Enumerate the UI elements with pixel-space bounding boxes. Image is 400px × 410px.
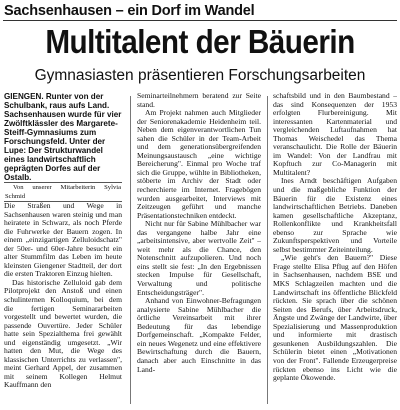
body-paragraph: schaftsbild und in den Baumbestand – das sind Konsequenzen der 1953 erfolgten Flurbereinigung. Mit interessanten Kartenmaterial und vergleichenden Luftaufnahmen hat Thomas Weischedel das Thema veranschaulicht. Die Rolle der Bäuerin im Wandel: Von der Landfrau mit Kopftuch zur Co-Managerin mit Multitalent? (273, 92, 397, 177)
article-column-2 (137, 92, 261, 408)
body-paragraph: Das historische Zelluloid gab dem Pilotprojekt den Anstoß und einen schulinternen Kolloquium, bei dem die fertigen Seminararbeiten vorgestellt und bewertet wurden, die passende Ouvertüre. Jeder Schüler hatte sein Spezialthema frei gewählt und eigenständig umgesetzt. „Wir hatten den Mut, die Wege des klassischen Unterrichts zu verlassen", meint Gerhard Appel, der zusammen mit seinem Kollegen Helmut Kauffmann den (4, 277, 122, 390)
article-kicker: Sachsenhausen – ein Dorf im Wandel (4, 3, 255, 19)
article-lead (4, 92, 122, 182)
body-paragraph: Ines Arndt beschäftigen Aufgaben und die maßgebliche Funktion der Bäuerin für die Existenz eines landwirtschaftlichen Betriebs. Daneben kamen gesellschaftliche Akzeptanz, Rollenkonflikte und Krankheitsfall ebenso zur Sprache wie Zukunftsperspektiven und Vorteile selbst bestimmter Zeiteinteilung. (273, 176, 397, 254)
column-divider (267, 96, 268, 404)
article-headline: Multitalent der Bäuerin (45, 23, 355, 60)
kicker-rule (3, 20, 397, 21)
article-subheadline: Gymnasiasten präsentieren Forschungsarbeiten (34, 67, 366, 84)
body-paragraph: Am Projekt nahmen auch Mitglieder der Seniorenakademie Heidenheim teil. Neben dem eigenverantwortlichen Tun sahen die Schüler in der Team-Arbeit und dem generationsübergreifenden Meinungsaustausch „eine wichtige Bereicherung". Einmal pro Woche traf sich die Gruppe, wühlte in Bibliotheken, stöberte im Archiv der Stadt oder recherchierte im Internet. Fragebögen wurden ausgearbeitet, Interviews mit Zeitzeugen geführt und manche Präsentationstechniken entdeckt. (137, 108, 261, 220)
lead-paragraph: GIENGEN. Runter von der Schulbank, raus aufs Land. Sachsenhausen wurde für vier Zwölftklässler des Margarete-Steiff-Gymnasiums zum Forschungsfeld. Unter der Lupe: Der Strukturwandel eines landwirtschaftlich geprägten Dorfes auf der Ostalb. (4, 92, 122, 182)
article-column-1 (4, 92, 122, 408)
body-paragraph: Die Straßen und Wege in Sachsenhausen waren steinig und man heiratete in Schwarz, als noch Pferde die Fuhrwerke der Bauern zogen. In einem „einzigartigen Zelluloidschatz" der 50er- und 60er-Jahre besucht ein alter Stummfilm das Leben im heute kleinsten Giengener Stadtteil, der dort die ersten Traktoren Einzug hielten. (4, 201, 122, 279)
body-paragraph: „Wie geht's den Bauern?" Diese Frage stellte Elisa Pflug auf den Höfen in Sachsenhausen, nachdem BSE und MKS Schlagzeilen machten und die Landwirtschaft ins öffentliche Blickfeld rückten. Sie sprach über die schönen Seiten des Berufs, über Arbeitsdruck, Ängste und Zwänge der Landwirte, über Spezialisierung und Massenproduktion und informierte mit drastisch gesunkenen Ausbildungszahlen. Die Schülerin bietet einen „Motivationen von der Front". Fallende Erzeugerpreise rückten ebenso ins Licht wie die geplante Ökowende. (273, 253, 397, 383)
body-paragraph: Seminarteilnehmern beratend zur Seite stand. (137, 92, 261, 109)
article-byline: Von unserer Mitarbeiterin Sylvia Schmid (5, 184, 121, 200)
column-divider (130, 96, 131, 404)
body-paragraph: Nicht nur für Sabine Mühlbacher war das vergangene halbe Jahr eine „arbeitsintensive, aber wertvolle Zeit" – weit mehr als die Chance, den Notenschnitt aufzupolieren. Und noch eins stellt sie fest: „In den Ergebnissen stecken Impulse für Gesellschaft, Verwaltung und politische Entscheidungsträger". (137, 219, 261, 297)
article-column-3 (273, 92, 397, 408)
body-paragraph: Anhand von Einwohner-Befragungen analysierte Sabine Mühlbacher die örtliche Vereinsarbeit mit ihrer Bedeutung für das lebendige Dorfgemeinschaft. „Kompakte Felder, ein neues Wegenetz und eine effektivere Bewirtschaftung durch die Bauern, danach aber auch Einschnitte in das Land- (137, 296, 261, 374)
